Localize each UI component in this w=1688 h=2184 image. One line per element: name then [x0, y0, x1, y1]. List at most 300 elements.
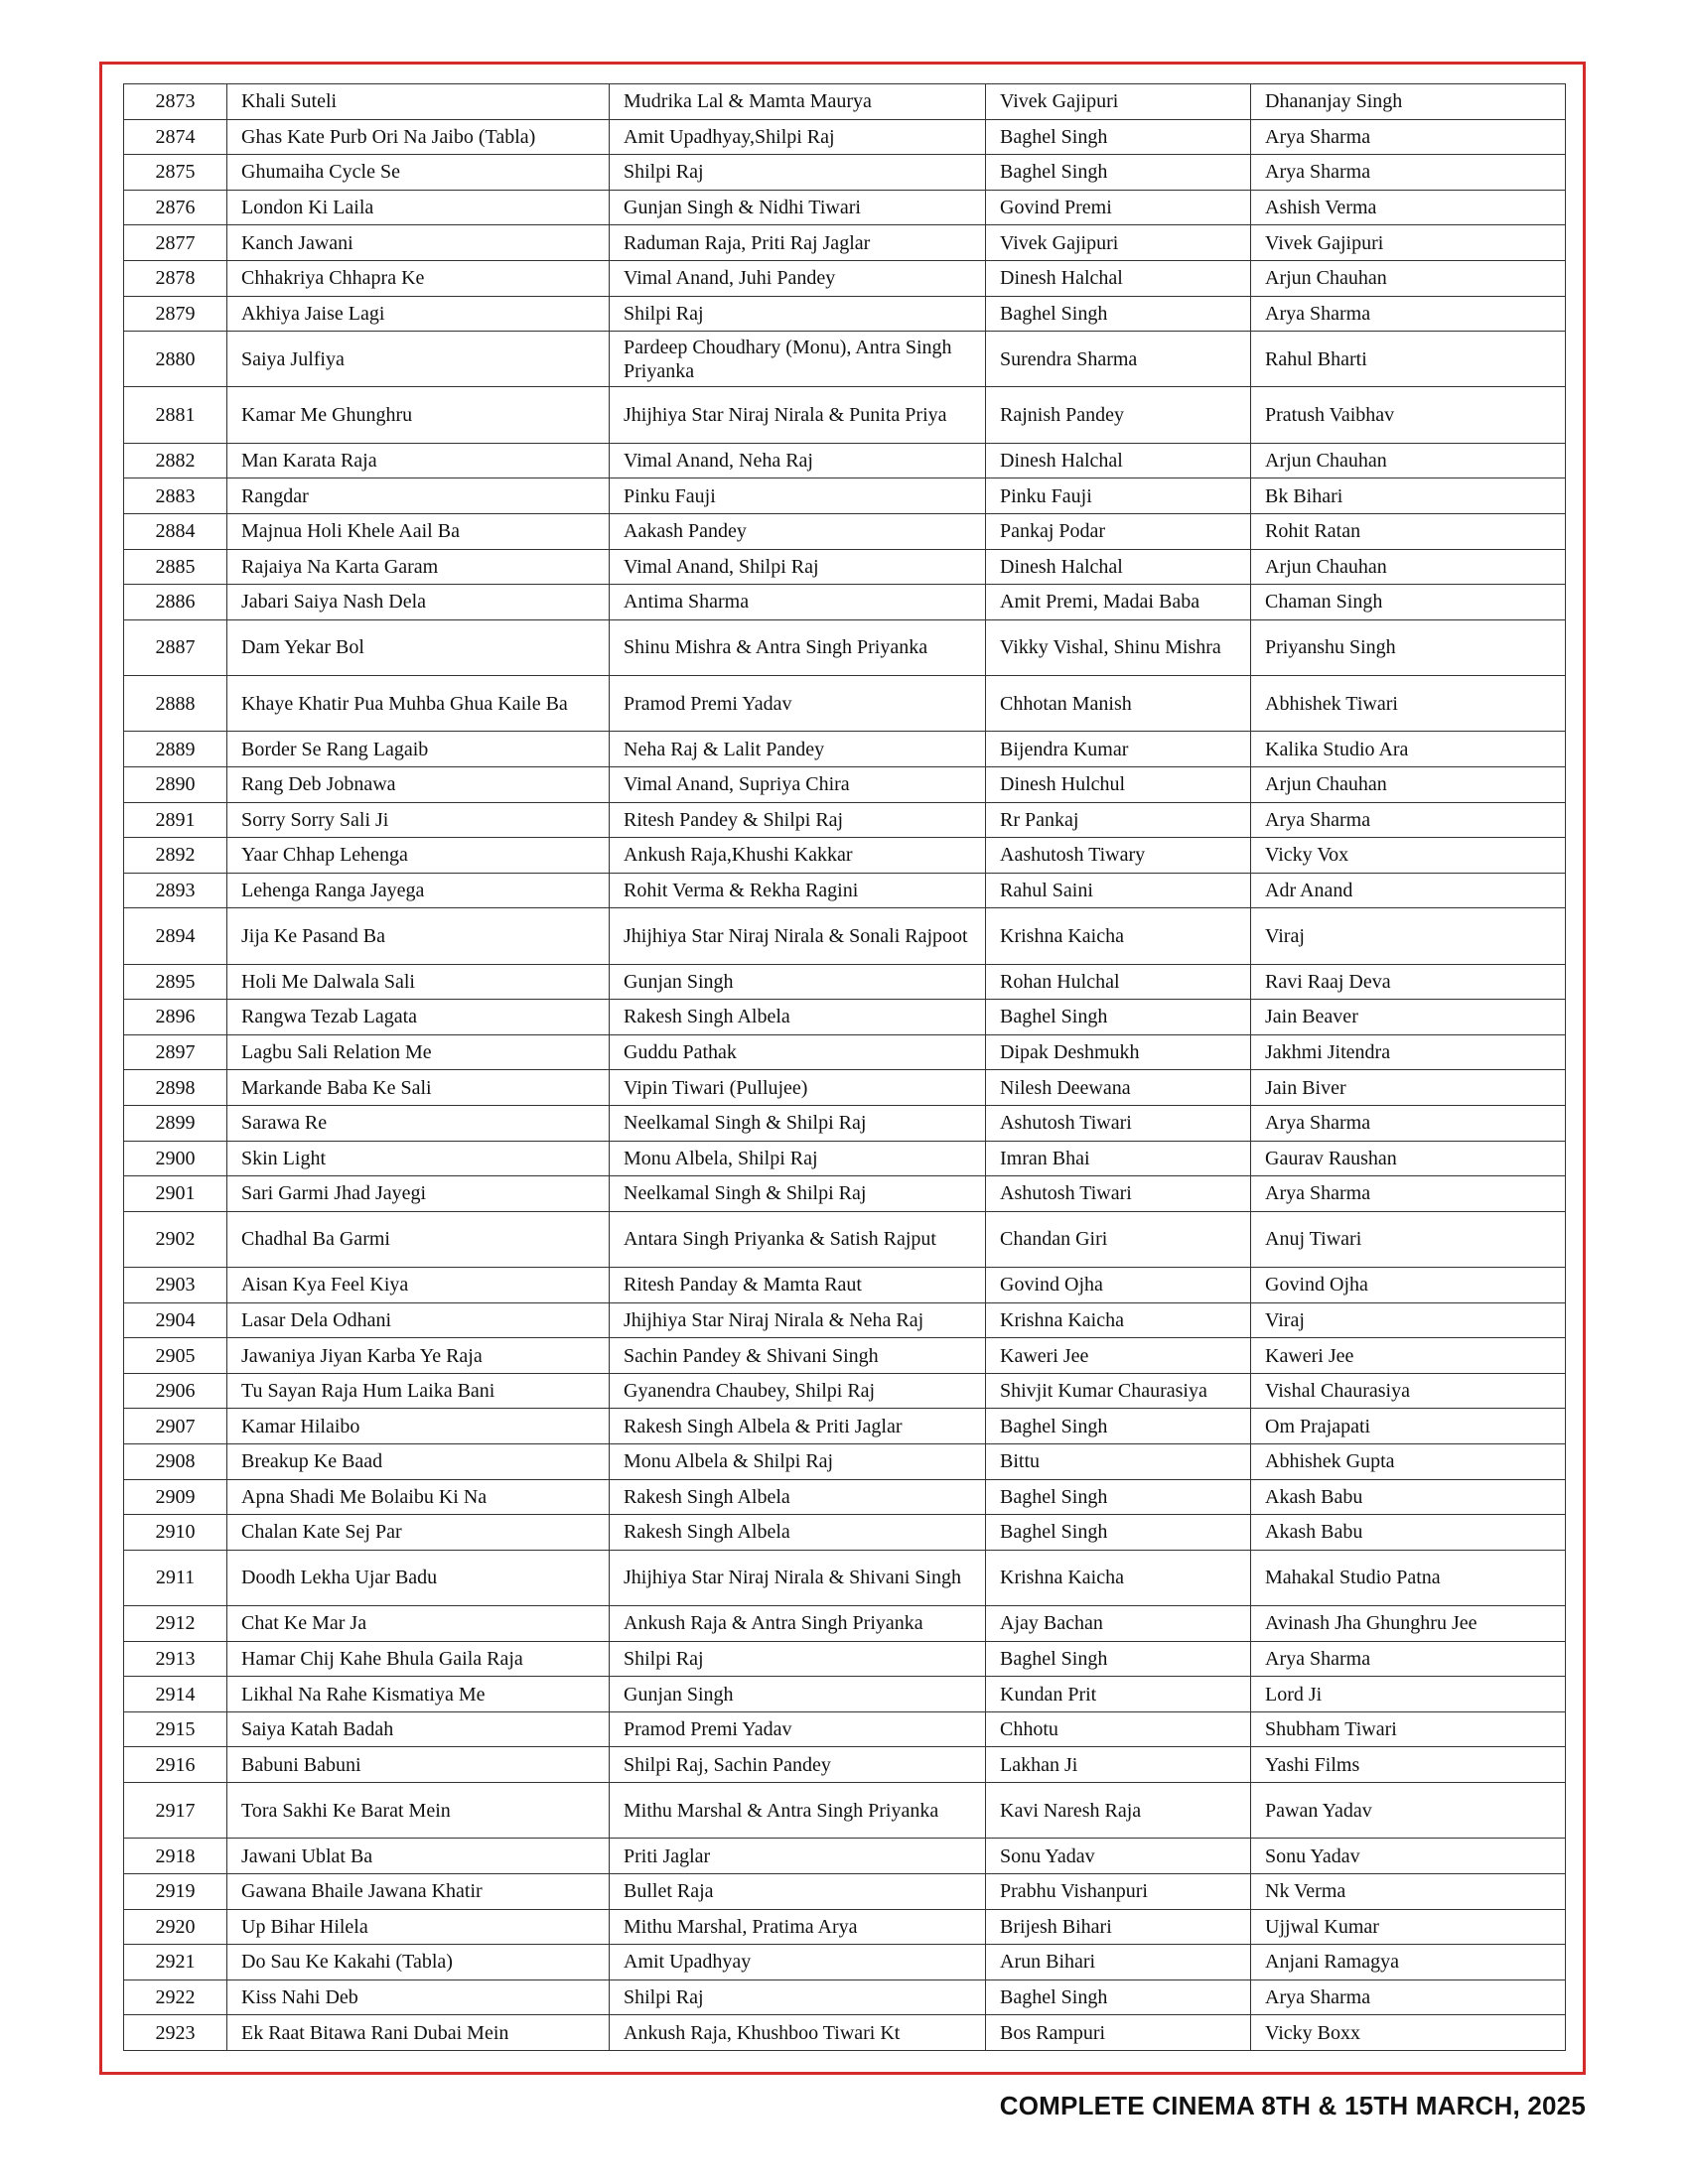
lyricist-cell: Kavi Naresh Raja [986, 1783, 1251, 1839]
singers-cell: Jhijhiya Star Niraj Nirala & Shivani Singh [610, 1550, 986, 1605]
lyricist-cell: Arun Bihari [986, 1945, 1251, 1980]
music-director-cell: Shubham Tiwari [1251, 1711, 1566, 1747]
song-title-cell: Chadhal Ba Garmi [227, 1211, 610, 1267]
music-director-cell: Arya Sharma [1251, 1105, 1566, 1141]
song-title-cell: Lehenga Ranga Jayega [227, 873, 610, 908]
song-number-cell: 2898 [124, 1070, 227, 1106]
song-title-cell: Chalan Kate Sej Par [227, 1515, 610, 1551]
singers-cell: Ritesh Pandey & Shilpi Raj [610, 802, 986, 838]
table-row [124, 513, 1566, 549]
lyricist-cell: Imran Bhai [986, 1141, 1251, 1176]
song-title-cell: Holi Me Dalwala Sali [227, 964, 610, 1000]
lyricist-cell: Vikky Vishal, Shinu Mishra [986, 619, 1251, 675]
song-title-cell: Saiya Katah Badah [227, 1711, 610, 1747]
lyricist-cell: Bijendra Kumar [986, 732, 1251, 767]
table-row [124, 1550, 1566, 1605]
table-row [124, 1141, 1566, 1176]
lyricist-cell: Baghel Singh [986, 296, 1251, 332]
song-number-cell: 2890 [124, 766, 227, 802]
lyricist-cell: Dinesh Halchal [986, 549, 1251, 585]
singers-cell: Vimal Anand, Juhi Pandey [610, 260, 986, 296]
music-director-cell: Abhishek Gupta [1251, 1444, 1566, 1480]
singers-cell: Jhijhiya Star Niraj Nirala & Sonali Rajpoot [610, 908, 986, 964]
song-title-cell: Border Se Rang Lagaib [227, 732, 610, 767]
lyricist-cell: Pinku Fauji [986, 478, 1251, 514]
lyricist-cell: Baghel Singh [986, 119, 1251, 155]
singers-cell: Mithu Marshal & Antra Singh Priyanka [610, 1783, 986, 1839]
song-number-cell: 2912 [124, 1606, 227, 1642]
singers-cell: Vimal Anand, Shilpi Raj [610, 549, 986, 585]
music-director-cell: Kaweri Jee [1251, 1338, 1566, 1374]
song-title-cell: Aisan Kya Feel Kiya [227, 1268, 610, 1303]
song-number-cell: 2904 [124, 1302, 227, 1338]
lyricist-cell: Krishna Kaicha [986, 1302, 1251, 1338]
song-number-cell: 2903 [124, 1268, 227, 1303]
lyricist-cell: Rajnish Pandey [986, 387, 1251, 443]
singers-cell: Pardeep Choudhary (Monu), Antra Singh Priyanka [610, 332, 986, 387]
lyricist-cell: Chandan Giri [986, 1211, 1251, 1267]
song-number-cell: 2887 [124, 619, 227, 675]
song-number-cell: 2884 [124, 513, 227, 549]
song-title-cell: Sorry Sorry Sali Ji [227, 802, 610, 838]
table-row [124, 332, 1566, 387]
music-director-cell: Om Prajapati [1251, 1409, 1566, 1444]
lyricist-cell: Bos Rampuri [986, 2015, 1251, 2051]
singers-cell: Rakesh Singh Albela [610, 1515, 986, 1551]
singers-cell: Rakesh Singh Albela [610, 1479, 986, 1515]
song-title-cell: Lasar Dela Odhani [227, 1302, 610, 1338]
table-row [124, 1105, 1566, 1141]
music-director-cell: Arya Sharma [1251, 1176, 1566, 1212]
song-title-cell: London Ki Laila [227, 190, 610, 225]
lyricist-cell: Dinesh Halchal [986, 443, 1251, 478]
song-title-cell: Kiss Nahi Deb [227, 1979, 610, 2015]
table-row [124, 549, 1566, 585]
table-row [124, 732, 1566, 767]
singers-cell: Neelkamal Singh & Shilpi Raj [610, 1176, 986, 1212]
table-row [124, 2015, 1566, 2051]
song-title-cell: Saiya Julfiya [227, 332, 610, 387]
song-number-cell: 2894 [124, 908, 227, 964]
song-title-cell: Hamar Chij Kahe Bhula Gaila Raja [227, 1641, 610, 1677]
singers-cell: Gunjan Singh [610, 964, 986, 1000]
table-row [124, 585, 1566, 620]
table-row [124, 676, 1566, 732]
song-number-cell: 2913 [124, 1641, 227, 1677]
table-row [124, 873, 1566, 908]
table-row [124, 908, 1566, 964]
lyricist-cell: Amit Premi, Madai Baba [986, 585, 1251, 620]
music-director-cell: Arya Sharma [1251, 1979, 1566, 2015]
song-number-cell: 2917 [124, 1783, 227, 1839]
lyricist-cell: Lakhan Ji [986, 1747, 1251, 1783]
singers-cell: Pramod Premi Yadav [610, 676, 986, 732]
table-row [124, 478, 1566, 514]
song-title-cell: Khali Suteli [227, 84, 610, 120]
lyricist-cell: Ashutosh Tiwari [986, 1105, 1251, 1141]
singers-cell: Gunjan Singh [610, 1677, 986, 1712]
music-director-cell: Akash Babu [1251, 1515, 1566, 1551]
song-number-cell: 2881 [124, 387, 227, 443]
lyricist-cell: Ashutosh Tiwari [986, 1176, 1251, 1212]
singers-cell: Ankush Raja & Antra Singh Priyanka [610, 1606, 986, 1642]
song-number-cell: 2899 [124, 1105, 227, 1141]
table-row [124, 1606, 1566, 1642]
song-number-cell: 2907 [124, 1409, 227, 1444]
table-row [124, 190, 1566, 225]
lyricist-cell: Baghel Singh [986, 1979, 1251, 2015]
table-row [124, 1677, 1566, 1712]
song-number-cell: 2919 [124, 1873, 227, 1909]
singers-cell: Pramod Premi Yadav [610, 1711, 986, 1747]
music-director-cell: Viraj [1251, 1302, 1566, 1338]
song-title-cell: Babuni Babuni [227, 1747, 610, 1783]
song-title-cell: Do Sau Ke Kakahi (Tabla) [227, 1945, 610, 1980]
singers-cell: Ankush Raja, Khushboo Tiwari Kt [610, 2015, 986, 2051]
song-number-cell: 2876 [124, 190, 227, 225]
music-director-cell: Arjun Chauhan [1251, 443, 1566, 478]
song-number-cell: 2885 [124, 549, 227, 585]
song-number-cell: 2905 [124, 1338, 227, 1374]
song-title-cell: Jawaniya Jiyan Karba Ye Raja [227, 1338, 610, 1374]
singers-cell: Mithu Marshal, Pratima Arya [610, 1909, 986, 1945]
table-row [124, 296, 1566, 332]
song-title-cell: Ghumaiha Cycle Se [227, 155, 610, 191]
singers-cell: Jhijhiya Star Niraj Nirala & Neha Raj [610, 1302, 986, 1338]
lyricist-cell: Kundan Prit [986, 1677, 1251, 1712]
song-title-cell: Kamar Hilaibo [227, 1409, 610, 1444]
song-title-cell: Rajaiya Na Karta Garam [227, 549, 610, 585]
song-title-cell: Kamar Me Ghunghru [227, 387, 610, 443]
lyricist-cell: Prabhu Vishanpuri [986, 1873, 1251, 1909]
song-number-cell: 2888 [124, 676, 227, 732]
song-title-cell: Yaar Chhap Lehenga [227, 838, 610, 874]
song-title-cell: Khaye Khatir Pua Muhba Ghua Kaile Ba [227, 676, 610, 732]
lyricist-cell: Pankaj Podar [986, 513, 1251, 549]
song-number-cell: 2892 [124, 838, 227, 874]
singers-cell: Ankush Raja,Khushi Kakkar [610, 838, 986, 874]
song-title-cell: Doodh Lekha Ujar Badu [227, 1550, 610, 1605]
song-number-cell: 2880 [124, 332, 227, 387]
singers-cell: Aakash Pandey [610, 513, 986, 549]
table-row [124, 225, 1566, 261]
table-row [124, 1711, 1566, 1747]
song-title-cell: Jija Ke Pasand Ba [227, 908, 610, 964]
table-row [124, 119, 1566, 155]
music-director-cell: Kalika Studio Ara [1251, 732, 1566, 767]
lyricist-cell: Aashutosh Tiwary [986, 838, 1251, 874]
lyricist-cell: Dinesh Halchal [986, 260, 1251, 296]
music-director-cell: Sonu Yadav [1251, 1839, 1566, 1874]
song-title-cell: Kanch Jawani [227, 225, 610, 261]
singers-cell: Shilpi Raj [610, 1641, 986, 1677]
lyricist-cell: Baghel Singh [986, 1000, 1251, 1035]
lyricist-cell: Baghel Singh [986, 1479, 1251, 1515]
music-director-cell: Arya Sharma [1251, 1641, 1566, 1677]
music-director-cell: Arya Sharma [1251, 802, 1566, 838]
music-director-cell: Anuj Tiwari [1251, 1211, 1566, 1267]
song-number-cell: 2883 [124, 478, 227, 514]
lyricist-cell: Chhotu [986, 1711, 1251, 1747]
singers-cell: Rohit Verma & Rekha Ragini [610, 873, 986, 908]
table-row [124, 1641, 1566, 1677]
lyricist-cell: Chhotan Manish [986, 676, 1251, 732]
music-director-cell: Arya Sharma [1251, 296, 1566, 332]
singers-cell: Monu Albela & Shilpi Raj [610, 1444, 986, 1480]
lyricist-cell: Surendra Sharma [986, 332, 1251, 387]
table-row [124, 260, 1566, 296]
table-row [124, 1034, 1566, 1070]
singers-cell: Vimal Anand, Neha Raj [610, 443, 986, 478]
lyricist-cell: Dinesh Hulchul [986, 766, 1251, 802]
singers-cell: Shinu Mishra & Antra Singh Priyanka [610, 619, 986, 675]
singers-cell: Raduman Raja, Priti Raj Jaglar [610, 225, 986, 261]
song-title-cell: Ek Raat Bitawa Rani Dubai Mein [227, 2015, 610, 2051]
lyricist-cell: Baghel Singh [986, 1409, 1251, 1444]
song-title-cell: Jawani Ublat Ba [227, 1839, 610, 1874]
singers-cell: Amit Upadhyay [610, 1945, 986, 1980]
lyricist-cell: Krishna Kaicha [986, 1550, 1251, 1605]
song-number-cell: 2897 [124, 1034, 227, 1070]
music-director-cell: Akash Babu [1251, 1479, 1566, 1515]
music-director-cell: Arjun Chauhan [1251, 260, 1566, 296]
song-title-cell: Majnua Holi Khele Aail Ba [227, 513, 610, 549]
singers-cell: Shilpi Raj, Sachin Pandey [610, 1747, 986, 1783]
table-row [124, 1515, 1566, 1551]
music-director-cell: Jain Beaver [1251, 1000, 1566, 1035]
music-director-cell: Rohit Ratan [1251, 513, 1566, 549]
song-title-cell: Up Bihar Hilela [227, 1909, 610, 1945]
table-row [124, 1373, 1566, 1409]
singers-cell: Pinku Fauji [610, 478, 986, 514]
singers-cell: Neha Raj & Lalit Pandey [610, 732, 986, 767]
song-title-cell: Man Karata Raja [227, 443, 610, 478]
table-row [124, 1479, 1566, 1515]
music-director-cell: Chaman Singh [1251, 585, 1566, 620]
singers-cell: Amit Upadhyay,Shilpi Raj [610, 119, 986, 155]
song-title-cell: Lagbu Sali Relation Me [227, 1034, 610, 1070]
music-director-cell: Bk Bihari [1251, 478, 1566, 514]
table-row [124, 1070, 1566, 1106]
table-row [124, 1338, 1566, 1374]
song-number-cell: 2879 [124, 296, 227, 332]
singers-cell: Bullet Raja [610, 1873, 986, 1909]
song-title-cell: Rangwa Tezab Lagata [227, 1000, 610, 1035]
table-row [124, 1945, 1566, 1980]
singers-cell: Vimal Anand, Supriya Chira [610, 766, 986, 802]
singers-cell: Rakesh Singh Albela & Priti Jaglar [610, 1409, 986, 1444]
music-director-cell: Yashi Films [1251, 1747, 1566, 1783]
songs-table [123, 83, 1566, 2051]
singers-cell: Antara Singh Priyanka & Satish Rajput [610, 1211, 986, 1267]
lyricist-cell: Govind Ojha [986, 1268, 1251, 1303]
lyricist-cell: Brijesh Bihari [986, 1909, 1251, 1945]
song-number-cell: 2873 [124, 84, 227, 120]
song-number-cell: 2893 [124, 873, 227, 908]
lyricist-cell: Rahul Saini [986, 873, 1251, 908]
song-number-cell: 2877 [124, 225, 227, 261]
singers-cell: Gyanendra Chaubey, Shilpi Raj [610, 1373, 986, 1409]
music-director-cell: Arjun Chauhan [1251, 549, 1566, 585]
music-director-cell: Anjani Ramagya [1251, 1945, 1566, 1980]
song-number-cell: 2915 [124, 1711, 227, 1747]
song-title-cell: Chat Ke Mar Ja [227, 1606, 610, 1642]
music-director-cell: Mahakal Studio Patna [1251, 1550, 1566, 1605]
table-row [124, 1444, 1566, 1480]
music-director-cell: Nk Verma [1251, 1873, 1566, 1909]
table-row [124, 1211, 1566, 1267]
music-director-cell: Arjun Chauhan [1251, 766, 1566, 802]
song-number-cell: 2901 [124, 1176, 227, 1212]
singers-cell: Mudrika Lal & Mamta Maurya [610, 84, 986, 120]
lyricist-cell: Rohan Hulchal [986, 964, 1251, 1000]
music-director-cell: Vishal Chaurasiya [1251, 1373, 1566, 1409]
table-row [124, 1839, 1566, 1874]
music-director-cell: Vicky Vox [1251, 838, 1566, 874]
table-row [124, 1747, 1566, 1783]
song-number-cell: 2895 [124, 964, 227, 1000]
table-row [124, 1873, 1566, 1909]
singers-cell: Sachin Pandey & Shivani Singh [610, 1338, 986, 1374]
table-row [124, 1409, 1566, 1444]
music-director-cell: Vicky Boxx [1251, 2015, 1566, 2051]
song-title-cell: Breakup Ke Baad [227, 1444, 610, 1480]
music-director-cell: Rahul Bharti [1251, 332, 1566, 387]
music-director-cell: Jain Biver [1251, 1070, 1566, 1106]
music-director-cell: Arya Sharma [1251, 155, 1566, 191]
music-director-cell: Jakhmi Jitendra [1251, 1034, 1566, 1070]
song-title-cell: Likhal Na Rahe Kismatiya Me [227, 1677, 610, 1712]
song-number-cell: 2886 [124, 585, 227, 620]
song-title-cell: Sari Garmi Jhad Jayegi [227, 1176, 610, 1212]
song-number-cell: 2902 [124, 1211, 227, 1267]
table-row [124, 802, 1566, 838]
song-number-cell: 2889 [124, 732, 227, 767]
footer-publication: COMPLETE CINEMA 8TH & 15TH MARCH, 2025 [999, 2091, 1586, 2120]
song-title-cell: Gawana Bhaile Jawana Khatir [227, 1873, 610, 1909]
music-director-cell: Ujjwal Kumar [1251, 1909, 1566, 1945]
music-director-cell: Pawan Yadav [1251, 1783, 1566, 1839]
singers-cell: Shilpi Raj [610, 1979, 986, 2015]
song-title-cell: Jabari Saiya Nash Dela [227, 585, 610, 620]
song-title-cell: Markande Baba Ke Sali [227, 1070, 610, 1106]
music-director-cell: Vivek Gajipuri [1251, 225, 1566, 261]
song-title-cell: Ghas Kate Purb Ori Na Jaibo (Tabla) [227, 119, 610, 155]
lyricist-cell: Shivjit Kumar Chaurasiya [986, 1373, 1251, 1409]
song-title-cell: Dam Yekar Bol [227, 619, 610, 675]
music-director-cell: Viraj [1251, 908, 1566, 964]
song-number-cell: 2882 [124, 443, 227, 478]
table-row [124, 838, 1566, 874]
song-title-cell: Tora Sakhi Ke Barat Mein [227, 1783, 610, 1839]
music-director-cell: Adr Anand [1251, 873, 1566, 908]
singers-cell: Antima Sharma [610, 585, 986, 620]
singers-cell: Gunjan Singh & Nidhi Tiwari [610, 190, 986, 225]
music-director-cell: Priyanshu Singh [1251, 619, 1566, 675]
table-row [124, 964, 1566, 1000]
lyricist-cell: Vivek Gajipuri [986, 225, 1251, 261]
song-number-cell: 2874 [124, 119, 227, 155]
music-director-cell: Dhananjay Singh [1251, 84, 1566, 120]
music-director-cell: Ashish Verma [1251, 190, 1566, 225]
song-number-cell: 2920 [124, 1909, 227, 1945]
lyricist-cell: Baghel Singh [986, 1515, 1251, 1551]
lyricist-cell: Govind Premi [986, 190, 1251, 225]
song-title-cell: Chhakriya Chhapra Ke [227, 260, 610, 296]
song-number-cell: 2908 [124, 1444, 227, 1480]
singers-cell: Shilpi Raj [610, 296, 986, 332]
table-row [124, 155, 1566, 191]
music-director-cell: Abhishek Tiwari [1251, 676, 1566, 732]
singers-cell: Neelkamal Singh & Shilpi Raj [610, 1105, 986, 1141]
song-title-cell: Skin Light [227, 1141, 610, 1176]
song-number-cell: 2875 [124, 155, 227, 191]
lyricist-cell: Kaweri Jee [986, 1338, 1251, 1374]
song-number-cell: 2922 [124, 1979, 227, 2015]
lyricist-cell: Bittu [986, 1444, 1251, 1480]
song-title-cell: Apna Shadi Me Bolaibu Ki Na [227, 1479, 610, 1515]
lyricist-cell: Ajay Bachan [986, 1606, 1251, 1642]
song-title-cell: Sarawa Re [227, 1105, 610, 1141]
table-row [124, 84, 1566, 120]
music-director-cell: Ravi Raaj Deva [1251, 964, 1566, 1000]
song-number-cell: 2914 [124, 1677, 227, 1712]
singers-cell: Priti Jaglar [610, 1839, 986, 1874]
music-director-cell: Avinash Jha Ghunghru Jee [1251, 1606, 1566, 1642]
song-number-cell: 2896 [124, 1000, 227, 1035]
lyricist-cell: Nilesh Deewana [986, 1070, 1251, 1106]
song-number-cell: 2916 [124, 1747, 227, 1783]
table-row [124, 1000, 1566, 1035]
song-number-cell: 2911 [124, 1550, 227, 1605]
table-row [124, 1302, 1566, 1338]
singers-cell: Vipin Tiwari (Pullujee) [610, 1070, 986, 1106]
table-row [124, 1176, 1566, 1212]
lyricist-cell: Vivek Gajipuri [986, 84, 1251, 120]
lyricist-cell: Baghel Singh [986, 155, 1251, 191]
song-number-cell: 2900 [124, 1141, 227, 1176]
song-number-cell: 2909 [124, 1479, 227, 1515]
lyricist-cell: Sonu Yadav [986, 1839, 1251, 1874]
table-row [124, 387, 1566, 443]
singers-cell: Shilpi Raj [610, 155, 986, 191]
table-row [124, 1783, 1566, 1839]
table-row [124, 766, 1566, 802]
singers-cell: Guddu Pathak [610, 1034, 986, 1070]
table-row [124, 1979, 1566, 2015]
songs-table-body [124, 84, 1566, 2051]
music-director-cell: Lord Ji [1251, 1677, 1566, 1712]
song-number-cell: 2878 [124, 260, 227, 296]
song-number-cell: 2906 [124, 1373, 227, 1409]
song-title-cell: Tu Sayan Raja Hum Laika Bani [227, 1373, 610, 1409]
singers-cell: Monu Albela, Shilpi Raj [610, 1141, 986, 1176]
table-row [124, 443, 1566, 478]
table-row [124, 1909, 1566, 1945]
music-director-cell: Pratush Vaibhav [1251, 387, 1566, 443]
lyricist-cell: Dipak Deshmukh [986, 1034, 1251, 1070]
song-number-cell: 2918 [124, 1839, 227, 1874]
singers-cell: Ritesh Panday & Mamta Raut [610, 1268, 986, 1303]
song-number-cell: 2910 [124, 1515, 227, 1551]
table-row [124, 619, 1566, 675]
lyricist-cell: Rr Pankaj [986, 802, 1251, 838]
lyricist-cell: Krishna Kaicha [986, 908, 1251, 964]
song-title-cell: Rang Deb Jobnawa [227, 766, 610, 802]
music-director-cell: Govind Ojha [1251, 1268, 1566, 1303]
lyricist-cell: Baghel Singh [986, 1641, 1251, 1677]
song-number-cell: 2921 [124, 1945, 227, 1980]
